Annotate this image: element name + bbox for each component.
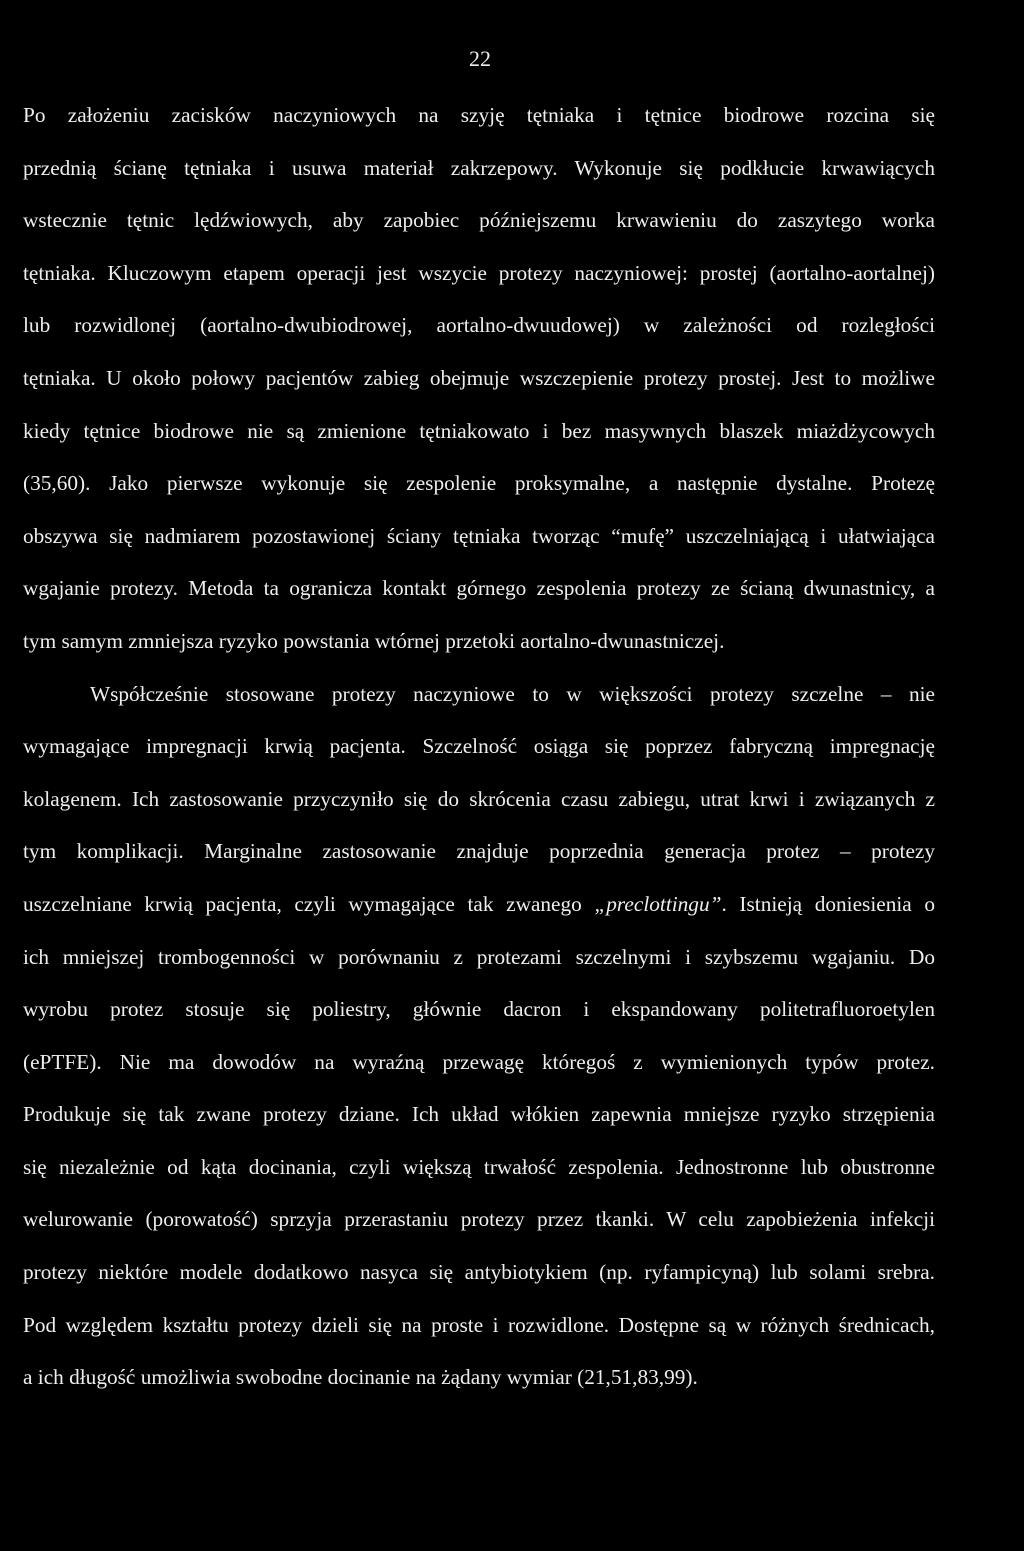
text-line: się niezależnie od kąta docinania, czyli większą trwałość zespolenia. Jednostronne lub obustronne (23, 1154, 935, 1179)
text-line: kolagenem. Ich zastosowanie przyczyniło się do skrócenia czasu zabiegu, utrat krwi i związanych z (23, 786, 935, 811)
paragraph-first-line: Współcześnie stosowane protezy naczyniowe to w większości protezy szczelne – nie (90, 681, 935, 706)
italic-term: „preclottingu” (594, 891, 722, 916)
text-line: lub rozwidlonej (aortalno-dwubiodrowej, aortalno-dwuudowej) w zależności od rozległości (23, 313, 935, 338)
text-segment: Istnieją doniesienia o (739, 891, 935, 916)
text-line: ich mniejszej trombogenności w porównaniu z protezami szczelnymi i szybszemu wgajaniu. Do (23, 944, 935, 969)
text-line: Produkuje się tak zwane protezy dziane. Ich układ włókien zapewnia mniejsze ryzyko strzępienia (23, 1102, 935, 1127)
text-line: kiedy tętnice biodrowe nie są zmienione tętniakowato i bez masywnych blaszek miażdżycowych (23, 418, 935, 443)
text-line: Po założeniu zacisków naczyniowych na szyję tętniaka i tętnice biodrowe rozcina się (23, 103, 935, 127)
text-line: protezy niektóre modele dodatkowo nasyca się antybiotykiem (np. ryfampicyną) lub solami srebra. (23, 1260, 935, 1285)
document-body (23, 98, 935, 1413)
text-line: tym komplikacji. Marginalne zastosowanie znajduje poprzednia generacja protez – protezy (23, 839, 935, 864)
text-segment: . (721, 891, 740, 916)
text-line: wstecznie tętnic lędźwiowych, aby zapobiec późniejszemu krwawieniu do zaszytego worka (23, 208, 935, 233)
page-number: 22 (469, 46, 491, 71)
text-line: (35,60). Jako pierwsze wykonuje się zespolenie proksymalne, a następnie dystalne. Protezę (23, 471, 935, 496)
text-line: wgajanie protezy. Metoda ta ogranicza kontakt górnego zespolenia protezy ze ścianą dwunastnicy, a (23, 576, 935, 601)
text-line: tętniaka. Kluczowym etapem operacji jest wszycie protezy naczyniowej: prostej (aortalno-aortalnej) (23, 260, 935, 285)
text-line: obszywa się nadmiarem pozostawionej ściany tętniaka tworząc “mufę” uszczelniającą i ułatwiająca (23, 523, 935, 548)
text-line: Pod względem kształtu protezy dzieli się na proste i rozwidlone. Dostępne są w różnych średnicach, (23, 1312, 935, 1337)
text-line-mixed (23, 887, 935, 940)
text-line: a ich długość umożliwia swobodne docinanie na żądany wymiar (21,51,83,99). (23, 1365, 698, 1390)
text-line: przednią ścianę tętniaka i usuwa materiał zakrzepowy. Wykonuje się podkłucie krwawiących (23, 155, 935, 180)
text-line: welurowanie (porowatość) sprzyja przerastaniu protezy przez tkanki. W celu zapobieżenia infekcji (23, 1207, 935, 1232)
text-segment: uszczelniane krwią pacjenta, czyli wymagające tak zwanego (23, 891, 595, 916)
text-line: wyrobu protez stosuje się poliestry, głównie dacron i ekspandowany politetrafluoroetylen (23, 997, 935, 1022)
text-line: (ePTFE). Nie ma dowodów na wyraźną przewagę któregoś z wymienionych typów protez. (23, 1049, 935, 1074)
text-line: tym samym zmniejsza ryzyko powstania wtórnej przetoki aortalno-dwunastniczej. (23, 628, 725, 653)
text-line: tętniaka. U około połowy pacjentów zabieg obejmuje wszczepienie protezy prostej. Jest to możliwe (23, 365, 935, 390)
text-line: wymagające impregnacji krwią pacjenta. Szczelność osiąga się poprzez fabryczną impregnację (23, 734, 935, 759)
